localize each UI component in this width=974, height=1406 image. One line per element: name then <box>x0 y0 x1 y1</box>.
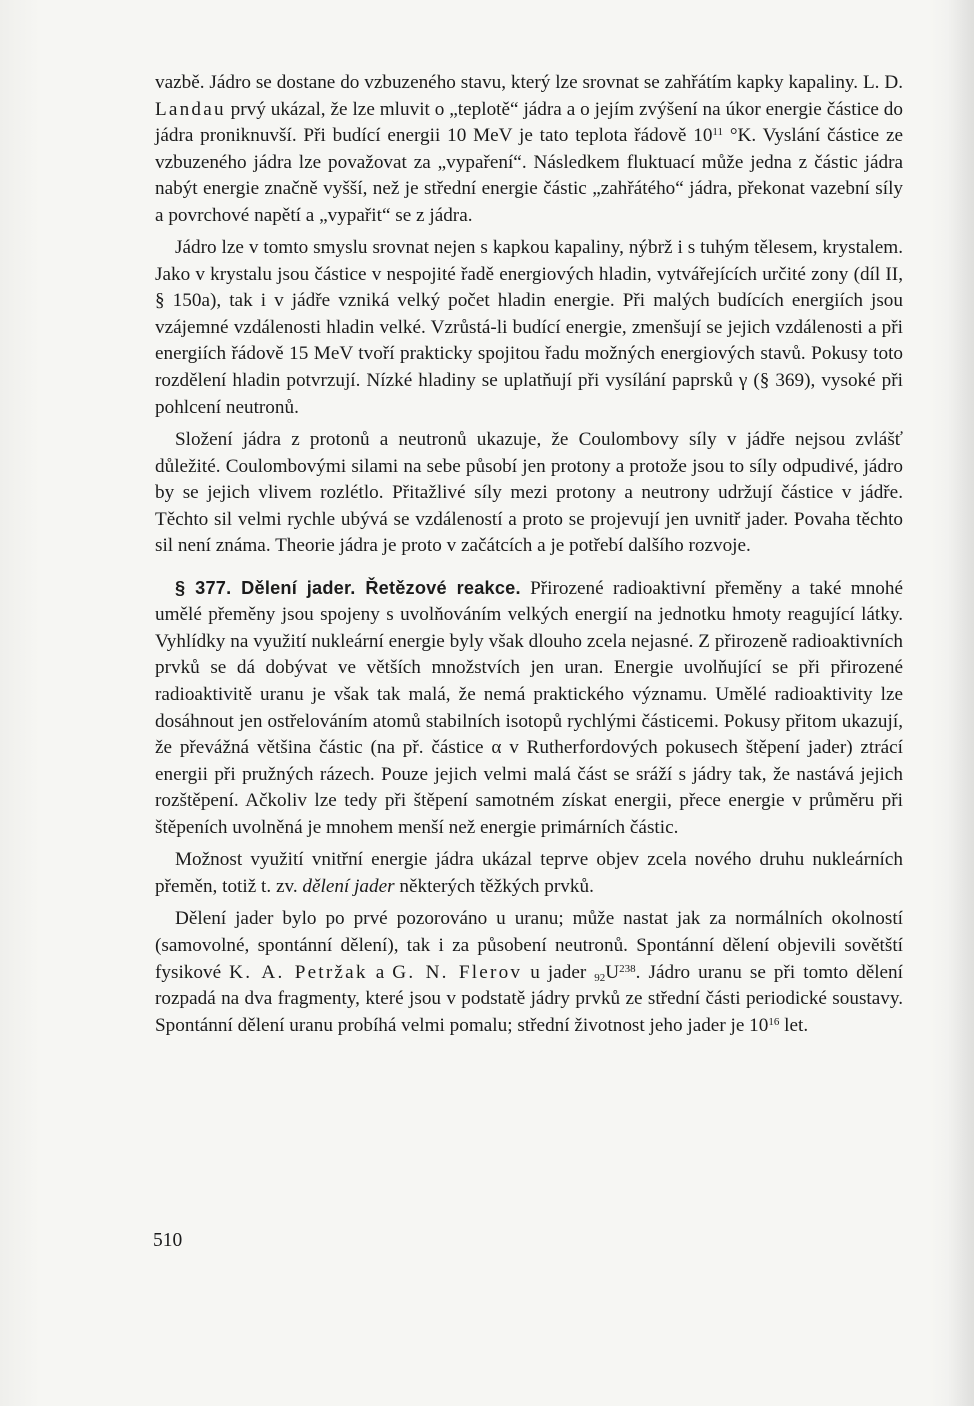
term-deleni-jader: dělení jader <box>302 875 395 897</box>
mass-number-238: 238 <box>619 962 636 975</box>
paragraph-1-text-a: vazbě. Jádro se dostane do vzbuzeného stavu, který lze srovnat se zahřátím kapky kapaliny. L. D. <box>155 72 903 93</box>
paragraph-1-text-b: prvý ukázal, že lze mluvit o „teplotě“ jádra a o jejím zvýšení na úkor energie částice do jádra proniknuvší. Při budící energii 10 MeV je tato teplota řádově 10 <box>155 98 903 147</box>
paragraph-5-text-a: Možnost využití vnitřní energie jádra ukázal teprve objev zcela nového druhu nukleárních přeměn, totiž t. zv. <box>155 849 903 897</box>
body-text <box>155 70 903 1039</box>
name-landau: Landau <box>155 98 226 120</box>
section-text: Přirozené radioaktivní přeměny a také mnohé umělé přeměny jsou spojeny s uvolňováním velkých energií na jednotku hmoty reagující látky. Vyhlídky na využití nukleární energie byly však dlouho zcela nejasné. Z přirozeně radioaktivních prvků se dá dobývat ve větších množstvích jen uran. Energie uvolňující se při přirozené radioaktivitě uranu je však tak malá, že nemá praktického významu. Umělé radioaktivity lze dosáhnout jen ostřelováním atomů stabilních isotopů rychlými částicemi. Pokusy přitom ukazují, že převážná většina částic (na př. částice α v Rutherfordových pokusech štěpení jader) ztrácí energii při pružných rázech. Pouze jejich velmi malá část se sráží s jádry tak, že nastává jejich rozštěpení. Ačkoliv lze tedy při štěpení samotném získat energii, přece energie v průměru při štěpeních uvolněná je mnohem menší než energie primárních částic. <box>155 577 903 838</box>
paragraph-6-text-a: Dělení jader bylo po prvé pozorováno u uranu; může nastat jak za normálních okolností (samovolné, spontánní dělení), tak i za působení neutronů. Spontánní dělení objevili sovětští fysikové <box>155 908 903 983</box>
paragraph-3: Složení jádra z protonů a neutronů ukazuje, že Coulombovy síly v jádře nejsou zvlášť důležité. Coulombovými silami na sebe působí jen protony a protože jsou to síly odpudivé, jádro by se jejich vlivem rozlétlo. Přitažlivé síly mezi protony a neutrony udržují částice v jádře. Těchto sil velmi rychle ubývá se vzdáleností a proto se projevují jen uvnitř jader. Povaha těchto sil není známa. Theorie jádra je proto v začátcích a je potřebí dalšího rozvoje. <box>155 429 903 557</box>
paragraph-5-text-b: některých těžkých prvků. <box>394 875 594 897</box>
paragraph-1 <box>155 70 903 229</box>
paragraph-6-text-c: . Jádro uranu se při tomto dělení rozpadá na dva fragmenty, které jsou v podstatě jádry prvků ze střední části periodické soustavy. Spontánní dělení uranu probíhá velmi pomalu; střední životnost jeho jader je 10 <box>155 961 903 1036</box>
paragraph-6-and: a <box>367 961 393 983</box>
page-edge-shadow <box>948 0 974 1406</box>
paragraph-6-text-d: let. <box>779 1014 809 1036</box>
section-377 <box>155 575 903 841</box>
paragraph-6-text-b: u jader <box>522 961 595 983</box>
paragraph-2: Jádro lze v tomto smyslu srovnat nejen s kapkou kapaliny, nýbrž i s tuhým tělesem, krystalem. Jako v krystalu jsou částice v nespojité řadě energiových hladin, vytvářejících určité zony (díl II, § 150a), tak i v jádře vzniká velký počet hladin energie. Při malých budících energiích jsou vzájemné vzdálenosti hladin velké. Vzrůstá-li budící energie, zmenšují se jejich vzdálenosti a při energiích řádově 15 MeV tvoří prakticky spojitou řadu možných energiových stavů. Pokusy toto rozdělení hladin potvrzují. Nízké hladiny se uplatňují při vysílání paprsků γ (§ 369), vysoké při pohlcení neutronů. <box>155 237 903 418</box>
element-uranium: U <box>605 961 620 983</box>
exponent-11: 11 <box>712 126 724 139</box>
name-flerov: G. N. Flerov <box>392 961 523 983</box>
paragraph-6 <box>155 906 903 1039</box>
paragraph-5 <box>155 847 903 900</box>
paragraph-1-text-c: °K. Vyslání částice ze vzbuzeného jádra lze považovat za „vypaření“. Následkem fluktuací může jedna z částic jádra nabýt energie značně vyšší, než je střední energie částic „zahřátého“ jádra, překonat vazební síly a povrchové napětí a „vypařit“ se z jádra. <box>155 125 903 226</box>
exponent-16: 16 <box>768 1015 780 1028</box>
section-heading: § 377. Dělení jader. Řetězové reakce. <box>175 577 521 598</box>
atomic-number-92: 92 <box>594 971 606 984</box>
page-number: 510 <box>153 1230 183 1251</box>
name-petrzak: K. A. Petržak <box>229 961 368 983</box>
